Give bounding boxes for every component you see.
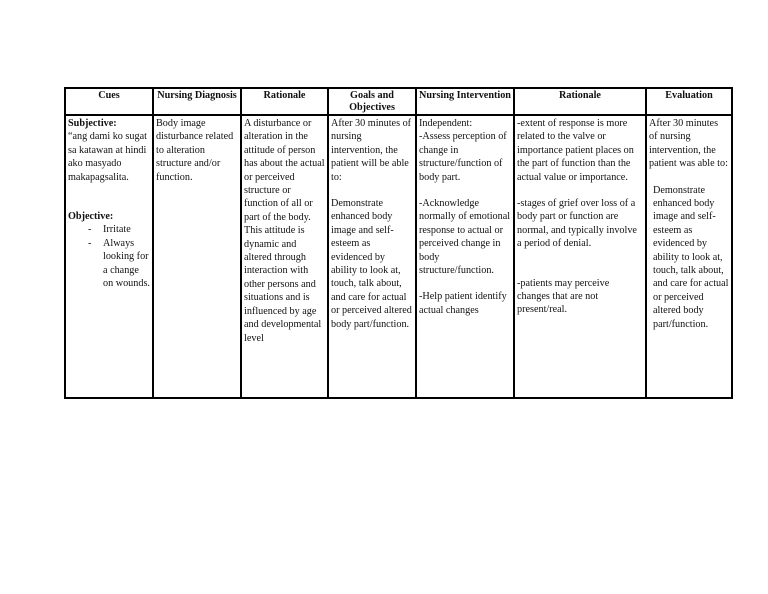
rationale2-item: -extent of response is more related to the valve or importance patient places on the part of function than the actual value or importance. xyxy=(517,118,634,183)
table-row xyxy=(65,115,732,398)
header-cues: Cues xyxy=(65,88,153,115)
header-rationale-2: Rationale xyxy=(514,88,646,115)
goals-outcome: Demonstrate enhanced body image and self-esteem as evidenced by ability to look at, touch, talk about, and care for actual or perceived altered body part/function. xyxy=(331,198,412,330)
table-header-row xyxy=(65,88,732,115)
evaluation-outcome: Demonstrate enhanced body image and self-esteem as evidenced by ability to look at, touch, talk about, and care for actual or perceived altered body part/function. xyxy=(653,184,729,330)
intervention-heading: Independent: xyxy=(419,118,473,129)
header-rationale: Rationale xyxy=(241,88,328,115)
intervention-item: -Acknowledge normally of emotional response to actual or perceived change in body structure/function. xyxy=(419,198,511,277)
intervention-item: -Assess perception of change in structure/function of body part. xyxy=(419,131,507,183)
goals-intro: After 30 minutes of nursing intervention, the patient will be able to: xyxy=(331,118,412,183)
cell-nursing-intervention xyxy=(416,115,514,398)
subjective-label: Subjective: xyxy=(68,118,117,129)
evaluation-intro: After 30 minutes of nursing intervention, the patient was able to: xyxy=(649,118,728,170)
objective-item: - Always looking for a change on wounds. xyxy=(68,237,150,291)
cell-evaluation xyxy=(646,115,732,398)
diagnosis-text: Body image disturbance related to alteration structure and/or function. xyxy=(156,118,234,183)
objective-item: - Irritate xyxy=(68,223,150,236)
cell-cues xyxy=(65,115,153,398)
objective-label: Objective: xyxy=(68,211,114,223)
cell-rationale-2 xyxy=(514,115,646,398)
rationale2-item: -stages of grief over loss of a body part or function are normal, and typically involve a period of denial. xyxy=(517,198,637,250)
header-evaluation: Evaluation xyxy=(646,88,732,115)
subjective-text: “ang dami ko sugat sa katawan at hindi ako masyado makapagsalita. xyxy=(68,131,147,183)
objective-list xyxy=(68,223,150,290)
header-goals-objectives: Goals and Objectives xyxy=(328,88,416,115)
rationale-text: A disturbance or alteration in the attitude of person has about the actual or perceived structure or function of all or part of the body. This attitude is dynamic and altered through interaction with other persons and situations and is influenced by age and developmental level xyxy=(244,118,325,344)
rationale2-item: -patients may perceive changes that are not present/real. xyxy=(517,277,610,316)
cell-goals-objectives xyxy=(328,115,416,398)
nursing-care-plan-table xyxy=(64,87,733,399)
header-nursing-intervention: Nursing Intervention xyxy=(416,88,514,115)
cell-nursing-diagnosis xyxy=(153,115,241,398)
cell-rationale xyxy=(241,115,328,398)
intervention-item: -Help patient identify actual changes xyxy=(419,291,507,316)
header-nursing-diagnosis: Nursing Diagnosis xyxy=(153,88,241,115)
